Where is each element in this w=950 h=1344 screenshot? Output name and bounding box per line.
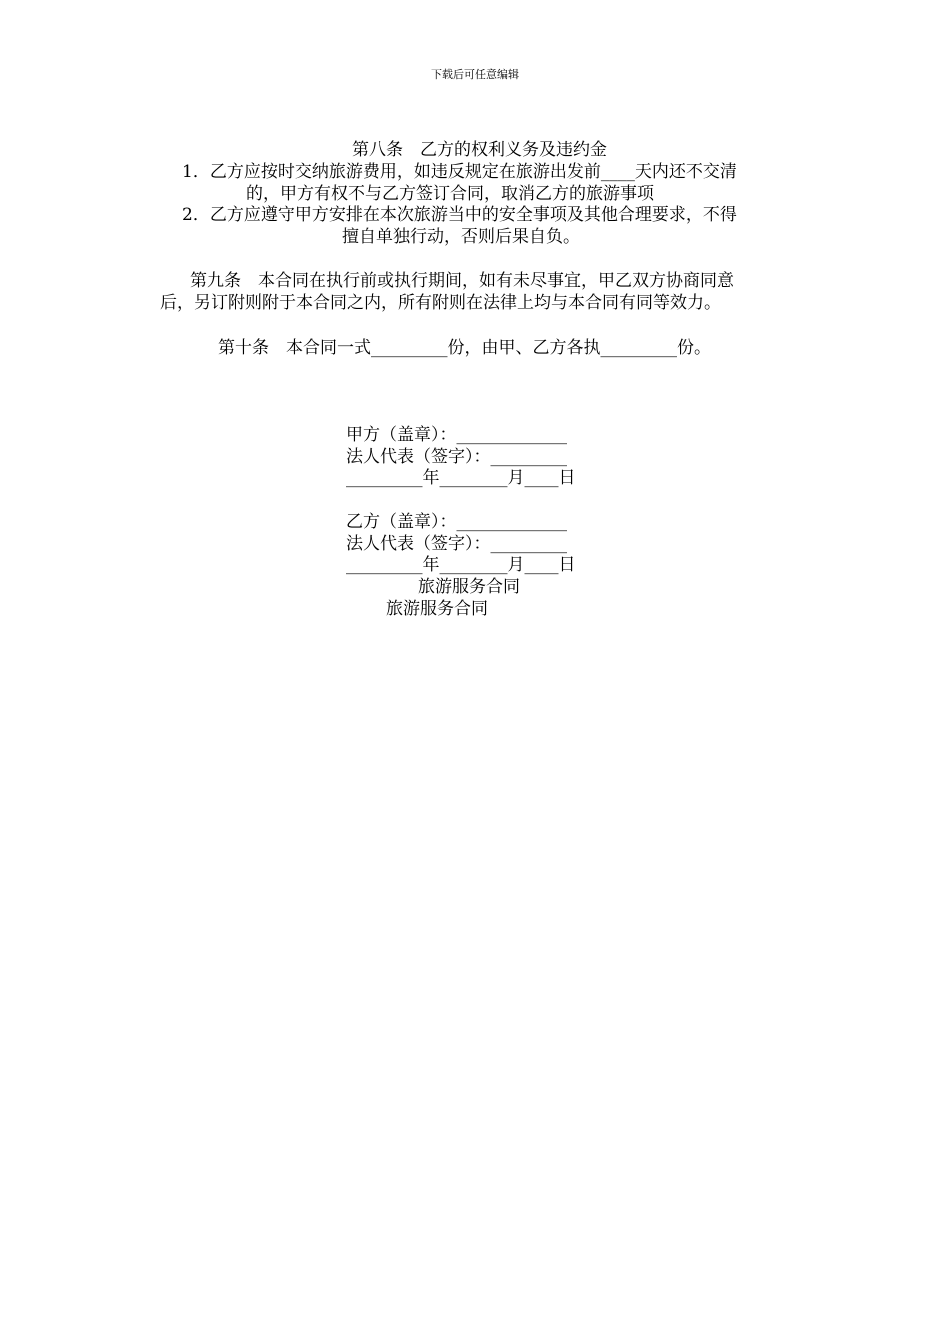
article8-item1-line1: 1．乙方应按时交纳旅游费用，如违反规定在旅游出发前____天内还不交清	[182, 162, 737, 182]
article8-item1-line2: 的，甲方有权不与乙方签订合同，取消乙方的旅游事项	[246, 184, 654, 204]
header-note: 下载后可任意编辑	[431, 68, 519, 81]
article8-item2-line2: 擅自单独行动，否则后果自负。	[342, 227, 580, 247]
footer-title-2: 旅游服务合同	[386, 599, 488, 619]
article9-line1: 第九条 本合同在执行前或执行期间，如有未尽事宜，甲乙双方协商同意	[190, 271, 734, 291]
footer-title-1: 旅游服务合同	[418, 577, 520, 597]
article10-line1: 第十条 本合同一式_________份，由甲、乙方各执_________份。	[218, 338, 711, 358]
article8-item2-line1: 2．乙方应遵守甲方安排在本次旅游当中的安全事项及其他合理要求，不得	[182, 205, 737, 225]
article8-title: 第八条 乙方的权利义务及违约金	[352, 140, 607, 160]
party-a-rep: 法人代表（签字）：_________	[346, 447, 567, 467]
party-b-date: _________年________月____日	[346, 555, 576, 575]
party-a-date: _________年________月____日	[346, 468, 576, 488]
party-b-seal: 乙方（盖章）：_____________	[346, 512, 567, 532]
article9-line2: 后，另订附则附于本合同之内，所有附则在法律上均与本合同有同等效力。	[160, 293, 721, 313]
party-a-seal: 甲方（盖章）：_____________	[346, 425, 567, 445]
party-b-rep: 法人代表（签字）：_________	[346, 534, 567, 554]
